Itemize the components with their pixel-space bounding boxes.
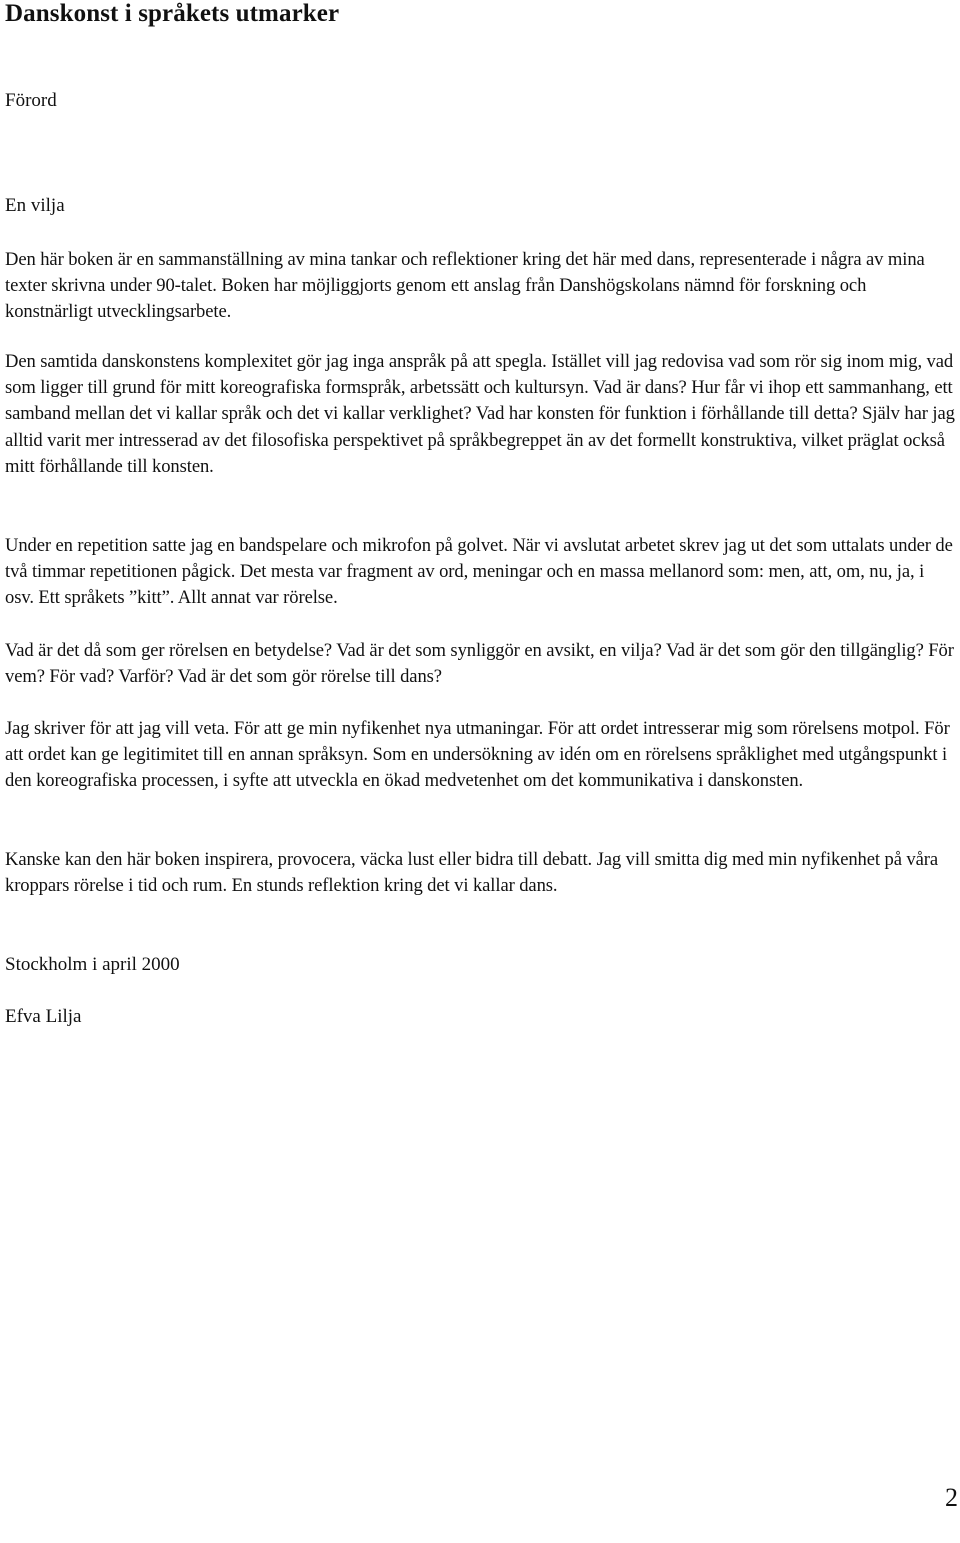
paragraph-1: Den här boken är en sammanställning av mina tankar och reflektioner kring det här med dans, representerade i några av mina texter skrivna under 90-talet. Boken har möjliggjorts genom ett anslag från Danshögskolans nämnd för forskning och konstnärligt utvecklingsarbete.: [5, 249, 925, 323]
place-date: Stockholm i april 2000: [5, 954, 180, 975]
subsection-heading-en-vilja: En vilja: [5, 195, 65, 216]
paragraph-6: Kanske kan den här boken inspirera, provocera, väcka lust eller bidra till debatt. Jag vill smitta dig med min nyfikenhet på våra kroppars rörelse i tid och rum. En stunds reflektion kring det vi kallar dans.: [5, 849, 939, 897]
paragraph-2: Den samtida danskonstens komplexitet gör jag inga anspråk på att spegla. Istället vill jag redovisa vad som rör sig inom mig, vad som ligger till grund för mitt koreografiska formspråk, arbetssätt och kultursyn. Vad är dans? Hur får vi ihop ett sammanhang, ett samband mellan det vi kallar språk och det vi kallar verklighet? Vad har konsten för funktion i förhållande till detta? Själv har jag alltid varit mer intresserad av det filosofiska perspektivet på språkbegreppet än av det formellt konstruktiva, vilket präglat också mitt förhållande till konsten.: [5, 351, 955, 477]
paragraph-4: Vad är det då som ger rörelsen en betydelse? Vad är det som synliggör en avsikt, en vilja? Vad är det som gör den tillgänglig? För vem? För vad? Varför? Vad är det som gör rörelse till dans?: [5, 640, 954, 688]
paragraph-5: Jag skriver för att jag vill veta. För att ge min nyfikenhet nya utmaningar. För att ordet intresserar mig som rörelsens motpol. För att ordet kan ge legitimitet till en annan språksyn. Som en undersökning av idén om en rörelsens språklighet med utgångspunkt i den koreografiska processen, i syfte att utveckla en ökad medvetenhet om det kommunikativa i danskonsten.: [5, 718, 950, 792]
section-heading-forord: Förord: [5, 90, 57, 111]
document-title: Danskonst i språkets utmarker: [5, 0, 340, 27]
author-name: Efva Lilja: [5, 1006, 82, 1027]
paragraph-3: Under en repetition satte jag en bandspelare och mikrofon på golvet. När vi avslutat arbetet skrev jag ut det som uttalats under de två timmar repetitionen pågick. Det mesta var fragment av ord, meningar och en massa mellanord som: men, att, om, nu, ja, i osv. Ett språkets ”kitt”. Allt annat var rörelse.: [5, 535, 953, 609]
page-number: 2: [945, 1483, 958, 1512]
